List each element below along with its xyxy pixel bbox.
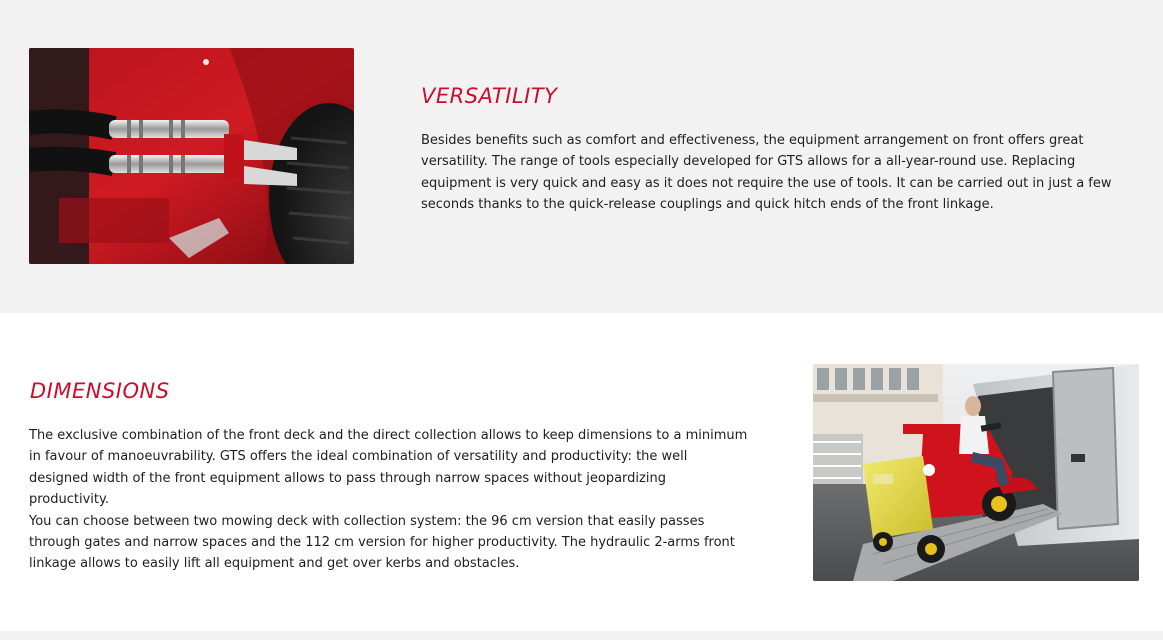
hydraulic-couplings-image: [29, 48, 354, 264]
versatility-heading: VERSATILITY: [421, 84, 558, 108]
dimensions-heading: DIMENSIONS: [30, 379, 170, 403]
dimensions-paragraph-1: The exclusive combination of the front deck and the direct collection allows to keep dimensions to a minimum in favour of manoeuvrability. GTS offers the ideal combination of versatility and productivity: the well designed width of the front equipment allows to pass through narrow spaces without jeopardizing productivity.: [29, 428, 748, 508]
dimensions-description: [29, 425, 749, 575]
versatility-paragraph: Besides benefits such as comfort and effectiveness, the equipment arrangement on front offers great versatility. The range of tools especially developed for GTS allows for a all-year-round use. Replacing equipment is very quick and easy as it does not require the use of tools. It can be carried out in just a few seconds thanks to the quick-release couplings and quick hitch ends of the front linkage.: [421, 133, 1112, 213]
dimensions-section: [0, 313, 1163, 631]
mower-loading-van-image: [813, 364, 1139, 581]
dimensions-paragraph-2: You can choose between two mowing deck with collection system: the 96 cm version that easily passes through gates and narrow spaces and the 112 cm version for higher productivity. The hydraulic 2-arms front linkage allows to easily lift all equipment and get over kerbs and obstacles.: [29, 513, 735, 572]
versatility-description: [421, 130, 1146, 216]
versatility-section: [0, 0, 1163, 313]
next-section-edge: [0, 631, 1163, 640]
